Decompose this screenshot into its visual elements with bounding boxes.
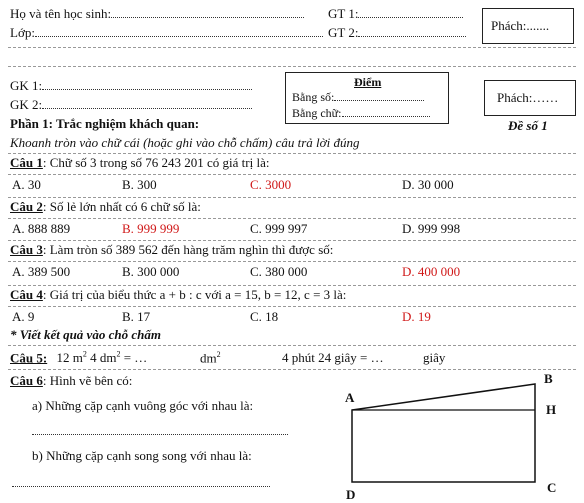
part1-title: Phần 1: Trắc nghiệm khách quan: (10, 116, 200, 131)
q5-eq[interactable]: = … (120, 350, 148, 366)
score-number-label: Bằng số: (292, 90, 335, 104)
score-title: Điểm (354, 75, 382, 89)
question-2-label: Câu 2 (10, 199, 43, 214)
class-field[interactable] (35, 36, 323, 37)
point-b-label: B (544, 371, 553, 386)
q6-a-answer-line[interactable] (32, 434, 288, 435)
question-4-option-b[interactable]: B. 17 (122, 309, 151, 324)
q5-right-unit: giây (423, 350, 446, 365)
question-1-text: : Chữ số 3 trong số 76 243 201 có giá trị là: (42, 155, 270, 170)
q5-row (10, 350, 147, 366)
question-1-option-c[interactable]: C. 3000 (250, 177, 292, 192)
score-number-field[interactable] (334, 100, 424, 101)
q5-left-value: 12 m (56, 350, 83, 366)
q5-exp1: 2 (82, 350, 87, 359)
question-1 (10, 155, 269, 171)
gk1-label: GK 1: (10, 78, 43, 93)
divider (8, 197, 576, 198)
question-4-text: : Giá trị của biểu thức a + b : c với a = 15, b = 12, c = 3 là: (42, 287, 347, 302)
point-h-label: H (546, 402, 557, 417)
point-d-label: D (346, 487, 356, 502)
student-name-field[interactable] (111, 17, 304, 18)
question-2 (10, 199, 201, 215)
question-3 (10, 242, 333, 258)
divider (8, 240, 576, 241)
question-4 (10, 287, 346, 303)
q6-text: : Hình vẽ bên có: (42, 373, 133, 388)
question-4-option-a[interactable]: A. 9 (12, 309, 35, 324)
question-2-option-d[interactable]: D. 999 998 (402, 221, 461, 236)
q6-a: a) Những cặp cạnh vuông góc với nhau là: (32, 398, 254, 413)
class-row (10, 25, 323, 41)
divider (8, 153, 576, 154)
score-box (285, 72, 449, 124)
divider (8, 261, 576, 262)
question-3-label: Câu 3 (10, 242, 43, 257)
q5-left (56, 350, 147, 365)
fill-title: * Viết kết quả vào chỗ chấm (10, 327, 161, 342)
gt2-field[interactable] (358, 36, 466, 37)
question-3-text: : Làm tròn số 389 562 đến hàng trăm nghìn thì được số: (42, 242, 334, 257)
divider (8, 174, 576, 175)
question-1-label: Câu 1 (10, 155, 43, 170)
q6-row (10, 373, 132, 389)
divider (8, 66, 576, 67)
question-3-option-d[interactable]: D. 400 000 (402, 264, 461, 279)
q5-right (282, 350, 384, 366)
point-c-label: C (547, 480, 557, 495)
point-a-label: A (345, 390, 355, 405)
phach-right-label: Phách:…… (497, 90, 559, 105)
divider (8, 285, 576, 286)
exam-number: Đề số 1 (508, 118, 548, 133)
gk2-field[interactable] (42, 108, 252, 109)
phach-top-label: Phách:....... (491, 18, 550, 33)
q6-b: b) Những cặp cạnh song song với nhau là: (32, 448, 252, 463)
question-4-label: Câu 4 (10, 287, 43, 302)
divider (8, 47, 576, 48)
gk2-row (10, 97, 252, 113)
question-3-option-a[interactable]: A. 389 500 (12, 264, 71, 279)
q5-label: Câu 5: (10, 350, 48, 366)
question-1-option-d[interactable]: D. 30 000 (402, 177, 454, 192)
q5-unit-text: dm (200, 350, 217, 366)
class-label: Lớp: (10, 25, 35, 40)
q5-unit (200, 350, 221, 366)
part1-instruction: Khoanh tròn vào chữ cái (hoặc ghi vào chỗ chấm) câu trả lời đúng (10, 135, 360, 150)
question-1-option-b[interactable]: B. 300 (122, 177, 157, 192)
q6-label: Câu 6 (10, 373, 43, 388)
divider (8, 218, 576, 219)
divider (8, 345, 576, 346)
question-3-option-c[interactable]: C. 380 000 (250, 264, 308, 279)
gt2-label: GT 2: (328, 25, 359, 40)
student-name-label: Họ và tên học sinh: (10, 6, 112, 21)
score-text-row (292, 106, 430, 121)
phach-box-right (484, 80, 576, 116)
phach-box-top (482, 8, 574, 44)
gt2-row (328, 25, 466, 41)
score-text-field[interactable] (342, 116, 430, 117)
question-2-option-c[interactable]: C. 999 997 (250, 221, 308, 236)
gt1-label: GT 1: (328, 6, 359, 21)
gk1-row (10, 78, 252, 94)
q5-right-text[interactable]: 4 phút 24 giây = … (282, 350, 384, 365)
score-text-label: Bằng chữ: (292, 106, 342, 120)
gk1-field[interactable] (42, 89, 252, 90)
q5-exp2: 2 (116, 350, 121, 359)
question-2-option-a[interactable]: A. 888 889 (12, 221, 71, 236)
q6-b-answer-line[interactable] (12, 486, 270, 487)
question-3-option-b[interactable]: B. 300 000 (122, 264, 180, 279)
q5-mid: 4 dm (86, 350, 117, 366)
question-4-option-d[interactable]: D. 19 (402, 309, 431, 324)
gt1-field[interactable] (358, 17, 463, 18)
score-number-row (292, 90, 424, 105)
student-name-row (10, 6, 304, 22)
divider (8, 306, 576, 307)
gk2-label: GK 2: (10, 97, 43, 112)
divider (8, 369, 576, 370)
gt1-row (328, 6, 463, 22)
q6-quadrilateral (352, 384, 535, 482)
q5-unit-exp: 2 (216, 350, 221, 359)
question-2-option-b[interactable]: B. 999 999 (122, 221, 180, 236)
question-2-text: : Số lẻ lớn nhất có 6 chữ số là: (42, 199, 201, 214)
question-1-option-a[interactable]: A. 30 (12, 177, 41, 192)
question-4-option-c[interactable]: C. 18 (250, 309, 279, 324)
